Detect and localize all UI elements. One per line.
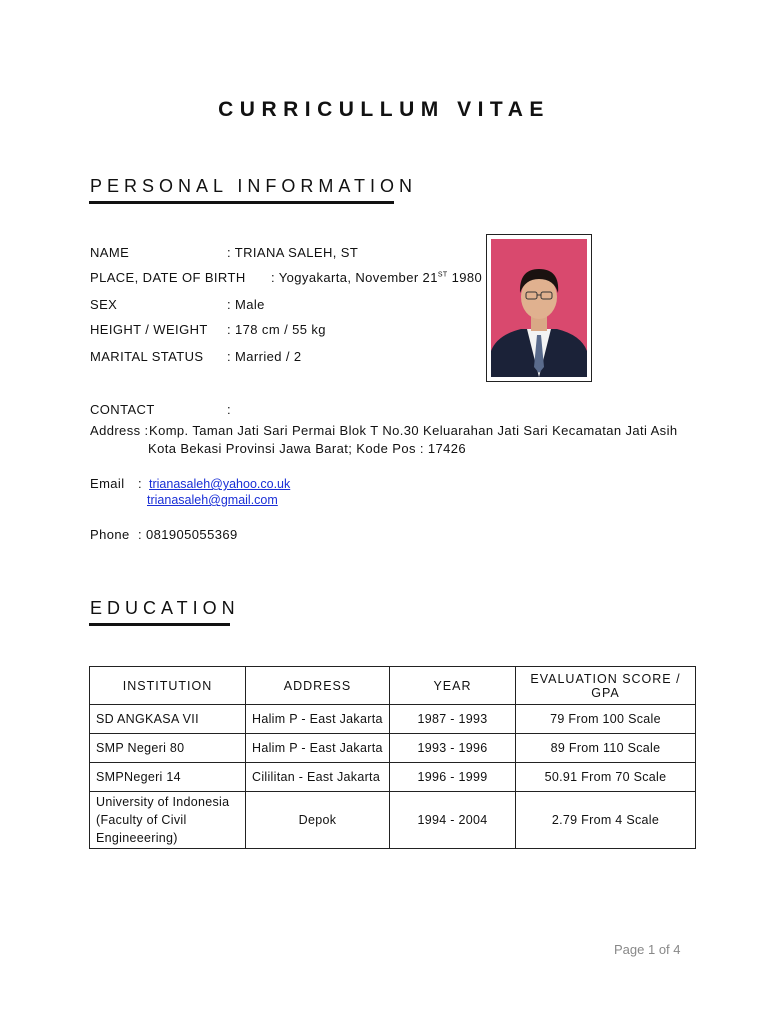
score-cell: 79 From 100 Scale (516, 705, 696, 734)
score-cell: 89 From 110 Scale (516, 734, 696, 763)
address-cell: Halim P - East Jakarta (246, 734, 390, 763)
institution-cell: University of Indonesia (Faculty of Civil Engineeering) (90, 792, 246, 849)
name-value: : TRIANA SALEH, ST (227, 245, 359, 260)
year-cell: 1994 - 2004 (390, 792, 516, 849)
education-underline (89, 623, 230, 626)
phone-label: Phone (90, 527, 130, 542)
name-label: NAME (90, 245, 130, 260)
table-row (90, 792, 696, 849)
institution-cell: SMP Negeri 80 (90, 734, 246, 763)
year-cell: 1996 - 1999 (390, 763, 516, 792)
score-cell: 2.79 From 4 Scale (516, 792, 696, 849)
email-link-yahoo[interactable]: trianasaleh@yahoo.co.uk (149, 477, 291, 491)
profile-photo (491, 239, 587, 377)
address-label: Address : (90, 423, 149, 438)
birth-place-date: : Yogyakarta, November 21 (271, 270, 438, 285)
sex-label: SEX (90, 297, 118, 312)
portrait-icon (491, 239, 587, 377)
table-row (90, 705, 696, 734)
header-score: EVALUATION SCORE / GPA (516, 667, 696, 705)
address-line-1: Komp. Taman Jati Sari Permai Blok T No.30 Keluarahan Jati Sari Kecamatan Jati Asih (149, 423, 678, 438)
height-weight-label: HEIGHT / WEIGHT (90, 322, 208, 337)
institution-cell: SD ANGKASA VII (90, 705, 246, 734)
email-colon: : (138, 476, 143, 491)
email-link-gmail[interactable]: trianasaleh@gmail.com (147, 493, 278, 507)
table-row (90, 734, 696, 763)
table-header-row (90, 667, 696, 705)
address-cell: Cililitan - East Jakarta (246, 763, 390, 792)
phone-value: : 081905055369 (138, 527, 238, 542)
page-number: Page 1 of 4 (614, 942, 681, 957)
year-cell: 1987 - 1993 (390, 705, 516, 734)
address-cell: Halim P - East Jakarta (246, 705, 390, 734)
address-cell: Depok (246, 792, 390, 849)
marital-status-value: : Married / 2 (227, 349, 302, 364)
marital-status-label: MARITAL STATUS (90, 349, 204, 364)
contact-label: CONTACT (90, 402, 155, 417)
header-year: YEAR (390, 667, 516, 705)
institution-cell: SMPNegeri 14 (90, 763, 246, 792)
height-weight-value: : 178 cm / 55 kg (227, 322, 326, 337)
table-row (90, 763, 696, 792)
address-line-2: Kota Bekasi Provinsi Jawa Barat; Kode Pos : 17426 (148, 441, 467, 456)
personal-info-underline (89, 201, 394, 204)
education-table (89, 666, 696, 849)
personal-info-heading: PERSONAL INFORMATION (90, 176, 418, 196)
birth-ordinal: ST (437, 271, 448, 279)
header-address: ADDRESS (246, 667, 390, 705)
document-title: CURRICULLUM VITAE (218, 98, 550, 121)
education-heading: EDUCATION (90, 598, 240, 618)
profile-photo-frame (486, 234, 592, 382)
email-label: Email (90, 476, 125, 491)
birth-label: PLACE, DATE OF BIRTH (90, 270, 246, 285)
score-cell: 50.91 From 70 Scale (516, 763, 696, 792)
birth-value (271, 270, 482, 285)
contact-colon: : (227, 402, 232, 417)
sex-value: : Male (227, 297, 265, 312)
header-institution: INSTITUTION (90, 667, 246, 705)
year-cell: 1993 - 1996 (390, 734, 516, 763)
birth-year: 1980 (451, 270, 483, 285)
